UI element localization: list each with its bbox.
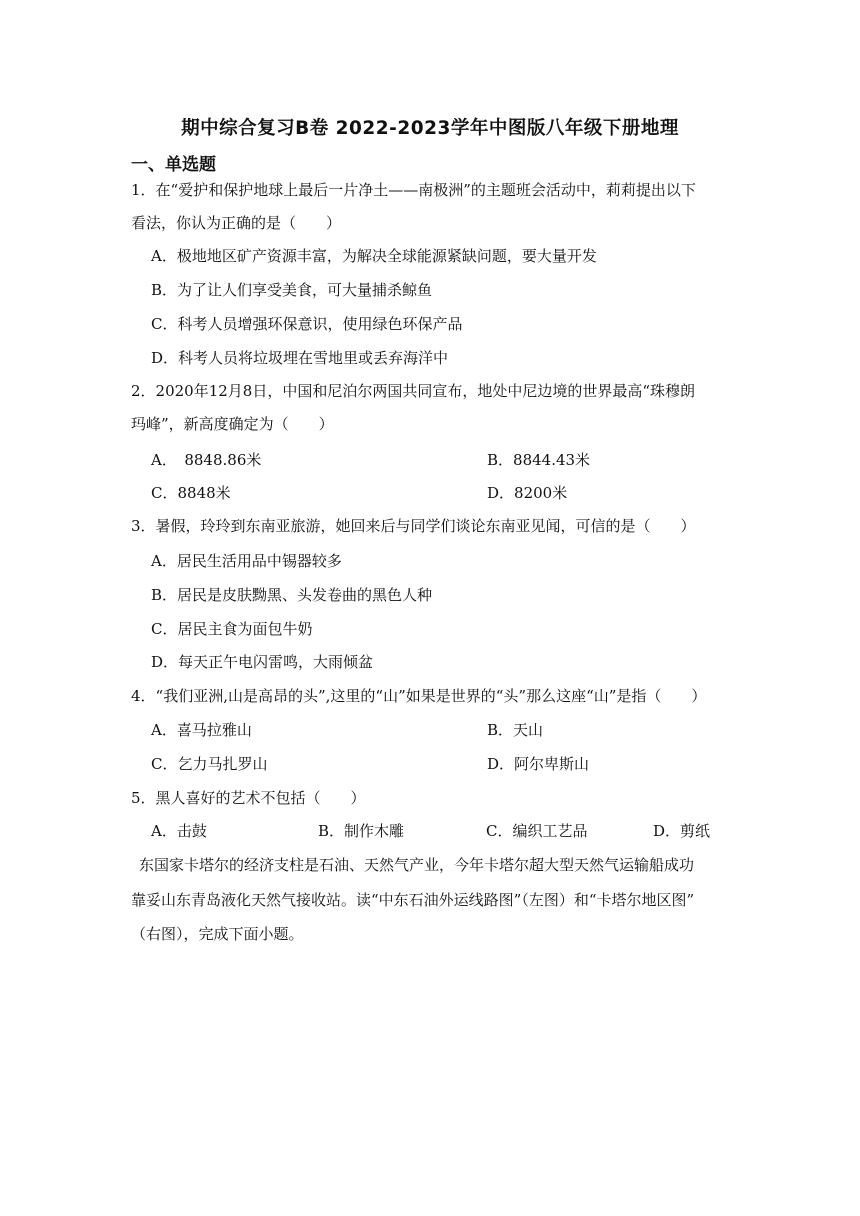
- question-2-option-d: D．8200米: [487, 484, 568, 502]
- question-2-stem-line-1: 2．2020年12月8日，中国和尼泊尔两国共同宣布，地处中尼边境的世界最高“珠穆朗: [131, 382, 696, 400]
- question-3-option-c: C．居民主食为面包牛奶: [151, 620, 313, 638]
- page-title: 期中综合复习B卷 2022-2023学年中图版八年级下册地理: [181, 118, 679, 139]
- question-2-stem-line-2: 玛峰”，新高度确定为（ ）: [131, 415, 334, 433]
- question-5-option-a: A．击鼓: [151, 822, 207, 840]
- question-1-option-c: C．科考人员增强环保意识，使用绿色环保产品: [151, 315, 463, 333]
- question-3-option-b: B．居民是皮肤黝黑、头发卷曲的黑色人种: [151, 586, 433, 604]
- question-1-stem-line-2: 看法，你认为正确的是（ ）: [131, 214, 342, 232]
- question-4-stem: 4．“我们亚洲,山是高昂的头”,这里的“山”如果是世界的“头”那么这座“山”是指（ ）: [131, 687, 707, 705]
- question-2-option-b: B．8844.43米: [487, 451, 591, 469]
- question-1-stem-line-1: 1．在“爱护和保护地球上最后一片净土——南极洲”的主题班会活动中，莉莉提出以下: [131, 181, 696, 199]
- question-5-option-d: D．剪纸: [653, 822, 711, 840]
- question-4-option-c: C．乞力马扎罗山: [151, 755, 268, 773]
- question-4-option-d: D．阿尔卑斯山: [487, 755, 590, 773]
- question-3-stem: 3．暑假，玲玲到东南亚旅游，她回来后与同学们谈论东南亚见闻，可信的是（ ）: [131, 517, 696, 535]
- passage-line-2: 靠妥山东青岛液化天然气接收站。读“中东石油外运线路图”（左图）和“卡塔尔地区图”: [131, 891, 695, 909]
- passage-line-1: 东国家卡塔尔的经济支柱是石油、天然气产业，今年卡塔尔超大型天然气运输船成功: [139, 856, 695, 874]
- question-5-stem: 5．黑人喜好的艺术不包括（ ）: [131, 789, 366, 807]
- question-4-option-a: A．喜马拉雅山: [151, 721, 252, 739]
- question-5-option-b: B．制作木雕: [318, 822, 405, 840]
- question-3-option-d: D．每天正午电闪雷鸣，大雨倾盆: [151, 653, 374, 671]
- question-1-option-d: D．科考人员将垃圾埋在雪地里或丢弃海洋中: [151, 349, 449, 367]
- question-5-option-c: C．编织工艺品: [486, 822, 588, 840]
- question-2-option-a: A． 8848.86米: [151, 451, 262, 469]
- question-3-option-a: A．居民生活用品中锡器较多: [151, 552, 342, 570]
- question-4-option-b: B．天山: [487, 721, 544, 739]
- passage-line-3: （右图），完成下面小题。: [131, 925, 304, 943]
- question-1-option-b: B．为了让人们享受美食，可大量捕杀鲸鱼: [151, 281, 433, 299]
- question-2-option-c: C．8848米: [151, 484, 231, 502]
- section-heading: 一、单选题: [131, 155, 216, 175]
- question-1-option-a: A．极地地区矿产资源丰富，为解决全球能源紧缺问题，要大量开发: [151, 247, 597, 265]
